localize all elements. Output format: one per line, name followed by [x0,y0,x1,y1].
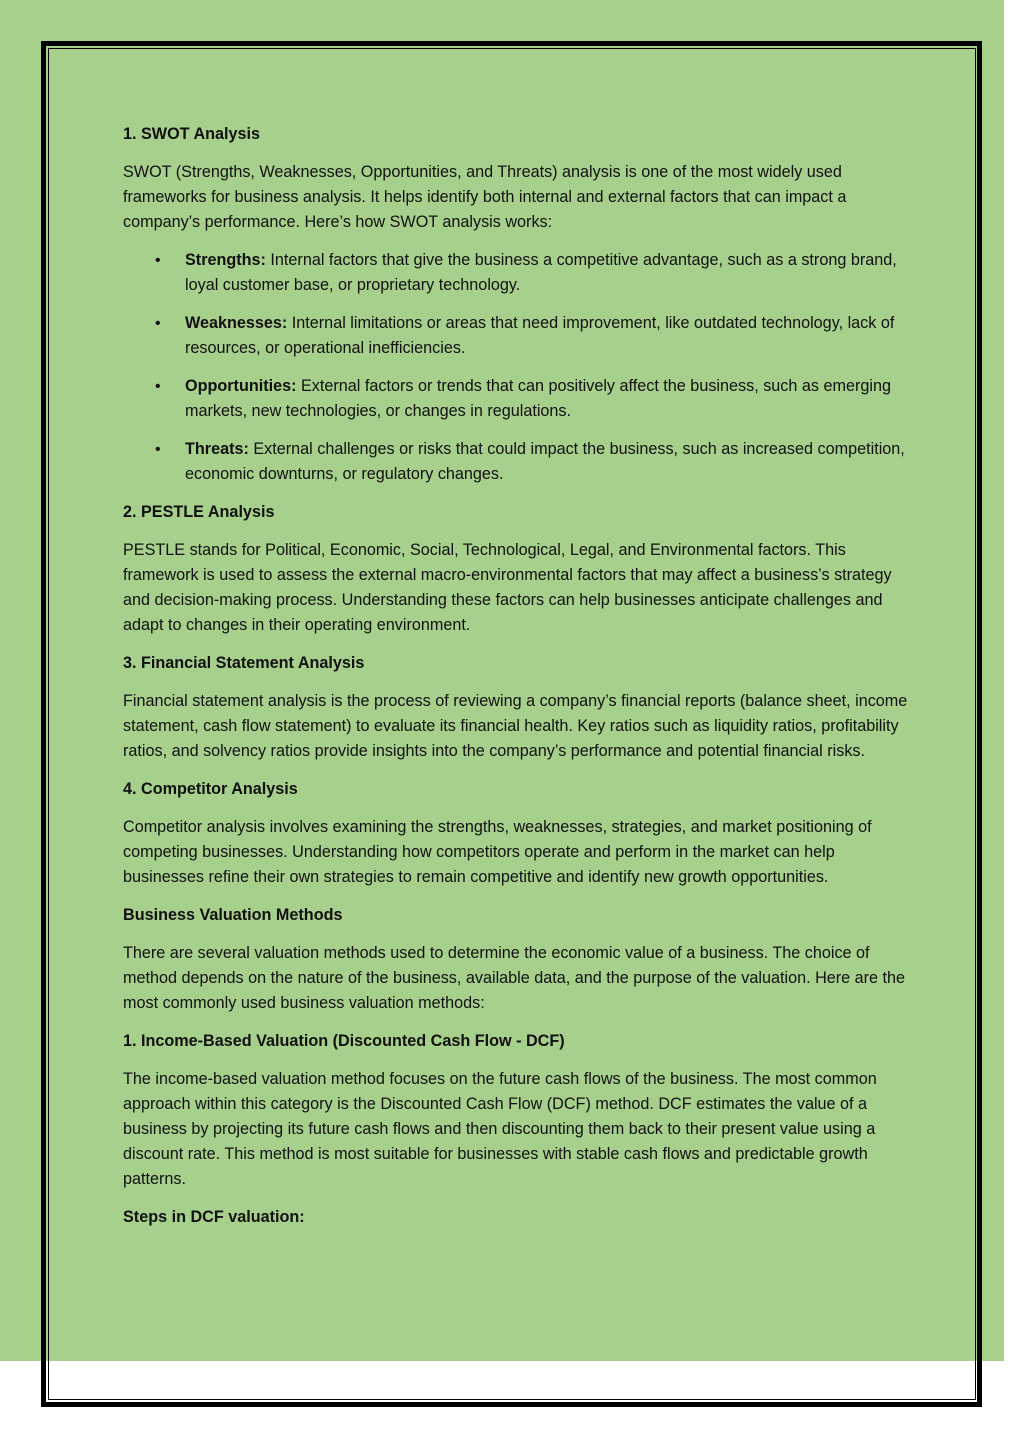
pestle-body: PESTLE stands for Political, Economic, Social, Technological, Legal, and Environmental factors. This framework is used to assess the external macro-environmental factors that may affect a business’s strategy and decision-making process. Understanding these factors can help businesses anticipate challenges and adapt to changes in their operating environment. [123,541,892,634]
dcf-steps-heading: Steps in DCF valuation: [123,1208,305,1226]
swot-item-opportunities [185,374,913,424]
swot-item-threats [185,437,913,487]
competitor-heading: 4. Competitor Analysis [123,780,298,798]
swot-term: Opportunities: [185,377,297,395]
swot-term: Weaknesses: [185,314,288,332]
income-body: The income-based valuation method focuses on the future cash flows of the business. The most common approach within this category is the Discounted Cash Flow (DCF) method. DCF estimates the value of a business by projecting its future cash flows and then discounting them back to their present value using a discount rate. This method is most suitable for businesses with stable cash flows and predictable growth patterns. [123,1070,877,1188]
financial-heading: 3. Financial Statement Analysis [123,654,365,672]
swot-intro: SWOT (Strengths, Weaknesses, Opportunities, and Threats) analysis is one of the most widely used frameworks for business analysis. It helps identify both internal and external factors that can impact a company’s performance. Here’s how SWOT analysis works: [123,163,847,231]
document-body [123,122,913,1243]
swot-text: Internal factors that give the business a competitive advantage, such as a strong brand, loyal customer base, or proprietary technology. [185,251,897,294]
swot-list [123,248,913,487]
swot-item-strengths [185,248,913,298]
swot-text: External challenges or risks that could impact the business, such as increased competition, economic downturns, or regulatory changes. [185,440,905,483]
pestle-heading: 2. PESTLE Analysis [123,503,275,521]
valuation-heading: Business Valuation Methods [123,906,343,924]
swot-term: Strengths: [185,251,266,269]
swot-heading: 1. SWOT Analysis [123,125,261,143]
valuation-body: There are several valuation methods used to determine the economic value of a business. The choice of method depends on the nature of the business, available data, and the purpose of the valuation. Here are the most commonly used business valuation methods: [123,944,906,1012]
swot-text: External factors or trends that can positively affect the business, such as emerging markets, new technologies, or changes in regulations. [185,377,891,420]
swot-term: Threats: [185,440,249,458]
competitor-body: Competitor analysis involves examining the strengths, weaknesses, strategies, and market positioning of competing businesses. Understanding how competitors operate and perform in the market can help businesses refine their own strategies to remain competitive and identify new growth opportunities. [123,818,872,886]
swot-text: Internal limitations or areas that need improvement, like outdated technology, lack of resources, or operational inefficiencies. [185,314,895,357]
swot-item-weaknesses [185,311,913,361]
financial-body: Financial statement analysis is the process of reviewing a company’s financial reports (balance sheet, income statement, cash flow statement) to evaluate its financial health. Key ratios such as liquidity ratios, profitability ratios, and solvency ratios provide insights into the company’s performance and potential financial risks. [123,692,908,760]
income-heading: 1. Income-Based Valuation (Discounted Cash Flow - DCF) [123,1032,565,1050]
